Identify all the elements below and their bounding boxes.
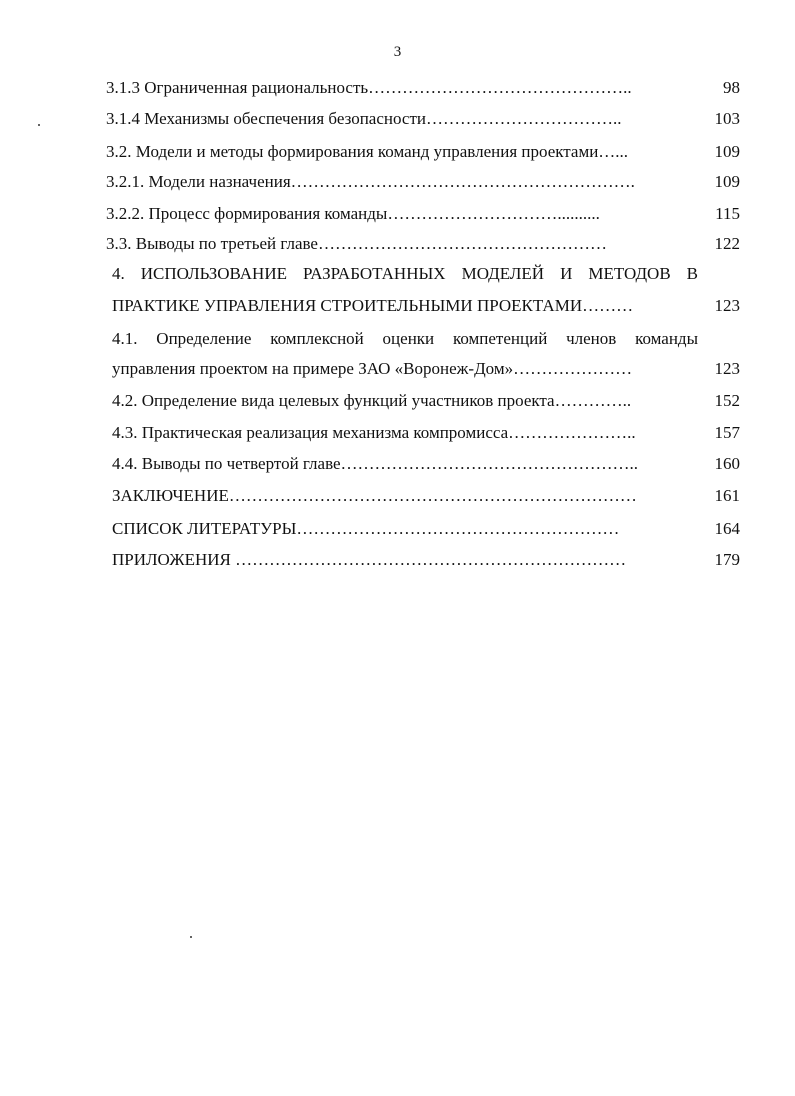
- toc-entry-4-1-line1: 4.1. Определение комплексной оценки компетенций членов команды: [112, 329, 698, 348]
- toc-entry-appendices: [106, 548, 740, 572]
- toc-entry-page: 98: [723, 78, 740, 97]
- toc-entry-text: 3.1.4 Механизмы обеспечения безопасности……………………………..: [106, 109, 622, 128]
- toc-entry-page: 109: [714, 142, 740, 161]
- toc-entry-3-2: [106, 140, 740, 164]
- toc-entry-page: 160: [714, 454, 740, 473]
- scan-speck: [38, 124, 40, 126]
- toc-entry-text: 3.1.3 Ограниченная рациональность………………………………………..: [106, 78, 632, 97]
- toc-entry-page: 103: [714, 109, 740, 128]
- toc-entry-text: ПРАКТИКЕ УПРАВЛЕНИЯ СТРОИТЕЛЬНЫМИ ПРОЕКТАМИ………: [112, 296, 634, 315]
- toc-entry-page: 115: [715, 204, 740, 223]
- toc-entry-references: [106, 517, 740, 541]
- toc-entry-text: 4.4. Выводы по четвертой главе……………………………………………..: [112, 454, 639, 473]
- toc-entry-text: ЗАКЛЮЧЕНИЕ………………………………………………………………: [112, 486, 637, 505]
- toc-entry-conclusion: [106, 484, 740, 508]
- toc-entry-page: 161: [714, 486, 740, 505]
- toc-chapter-4-title-line2: [106, 294, 740, 318]
- toc-entry-page: 157: [714, 423, 740, 442]
- toc-chapter-4-title-line1: 4. ИСПОЛЬЗОВАНИЕ РАЗРАБОТАННЫХ МОДЕЛЕЙ И МЕТОДОВ В: [112, 264, 698, 283]
- toc-entry-text: СПИСОК ЛИТЕРАТУРЫ…………………………………………………: [112, 519, 620, 538]
- toc-entry-page: 109: [714, 172, 740, 191]
- page-number: 3: [393, 44, 402, 60]
- toc-entry-text: 4.2. Определение вида целевых функций участников проекта…………..: [112, 391, 632, 410]
- toc-entry-page: 123: [714, 296, 740, 315]
- toc-entry-page: 179: [714, 550, 740, 569]
- toc-entry-page: 152: [714, 391, 740, 410]
- toc-entry-4-4: [106, 452, 740, 476]
- toc-entry-text: ПРИЛОЖЕНИЯ ……………………………………………………………: [112, 550, 627, 569]
- toc-entry-text: 3.2. Модели и методы формирования команд управления проектами…...: [106, 142, 629, 161]
- toc-entry-4-3: [106, 421, 740, 445]
- toc-entry-page: 122: [714, 234, 740, 253]
- toc-entry-text: 4.3. Практическая реализация механизма компромисса…………………..: [112, 423, 636, 442]
- toc-entry-text: управления проектом на примере ЗАО «Воронеж-Дом»…………………: [112, 359, 633, 378]
- toc-entry-text: 3.3. Выводы по третьей главе……………………………………………: [106, 234, 607, 253]
- scan-speck: [190, 936, 192, 938]
- toc-entry-page: 164: [714, 519, 740, 538]
- toc-entry-3-2-1: [106, 170, 740, 194]
- toc-entry-3-2-2: [106, 202, 740, 226]
- toc-entry-3-3: [106, 232, 740, 256]
- toc-entry-page: 123: [714, 359, 740, 378]
- toc-entry-text: 3.2.2. Процесс формирования команды…………………………..........: [106, 204, 600, 223]
- toc-entry-3-1-3: [106, 76, 740, 100]
- toc-entry-text: 3.2.1. Модели назначения…………………………………………………….: [106, 172, 635, 191]
- toc-entry-4-1-line2: [106, 357, 740, 381]
- toc-entry-3-1-4: [106, 107, 740, 131]
- toc-entry-4-2: [106, 389, 740, 413]
